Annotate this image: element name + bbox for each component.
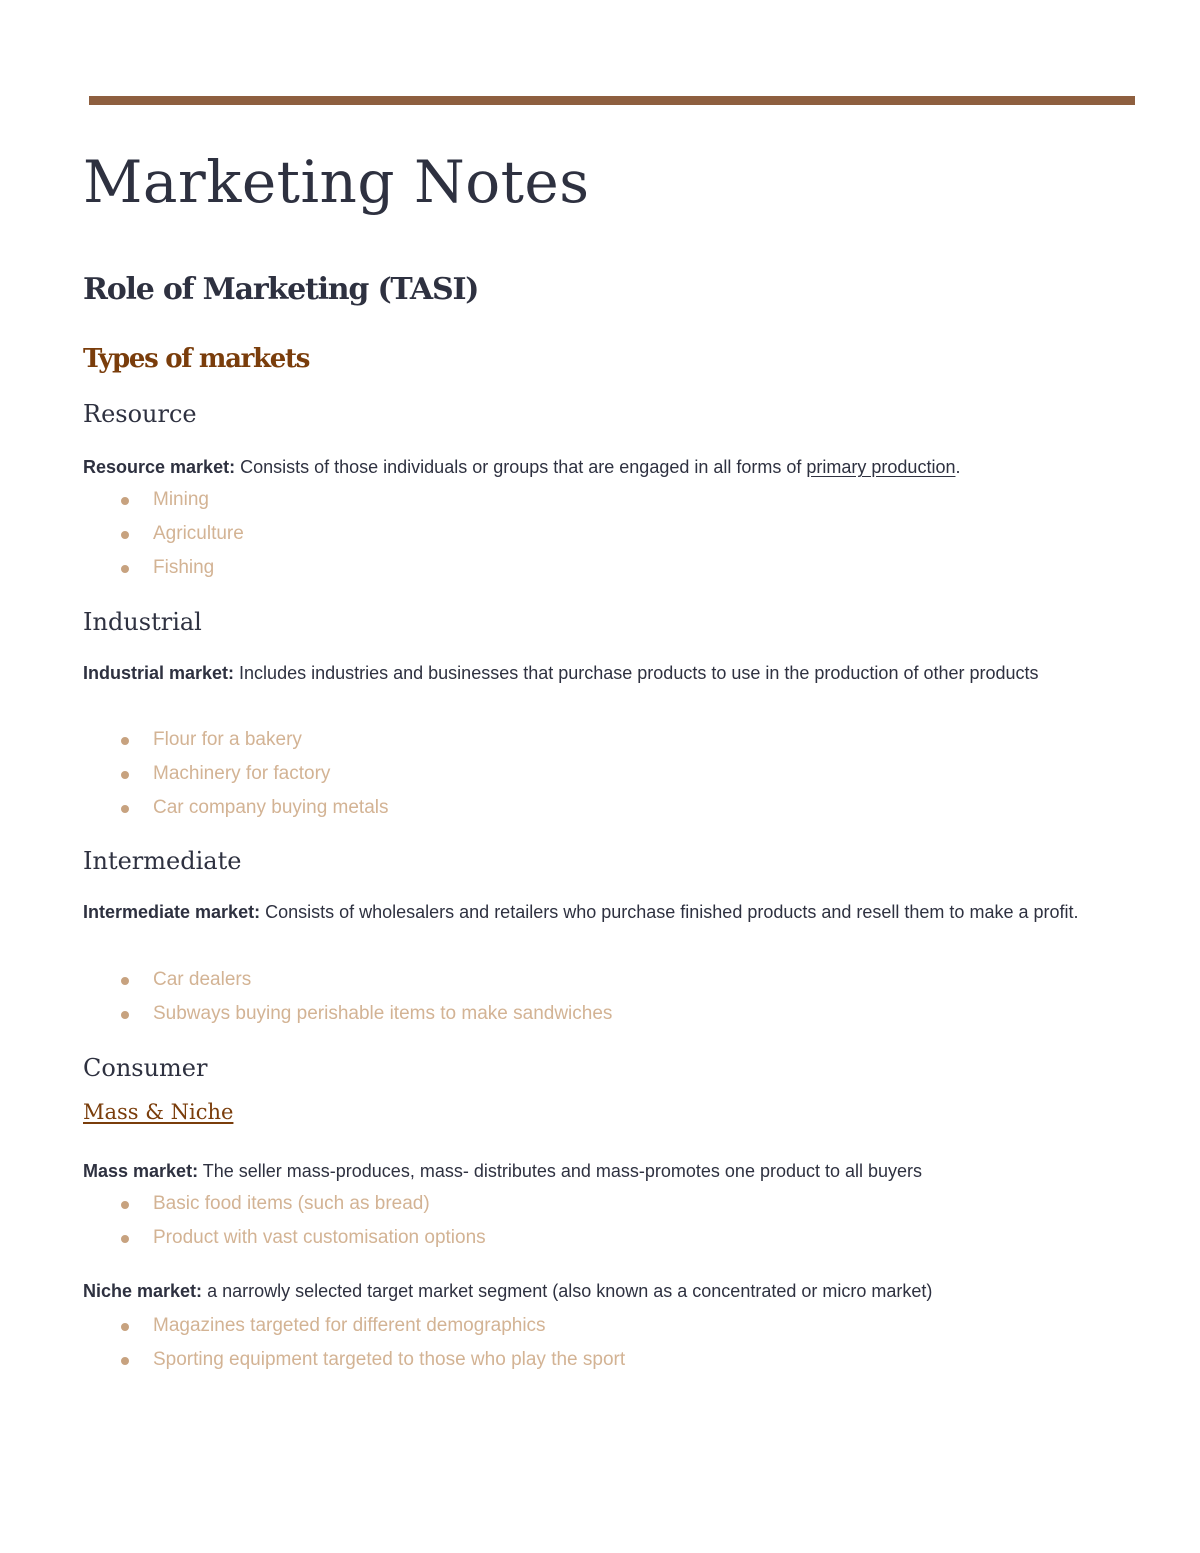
list-item: Car dealers [120,963,612,997]
bullet-icon [121,1011,129,1019]
list-item: Subways buying perishable items to make sandwiches [120,997,612,1031]
bullet-icon [121,1235,129,1243]
resource-list [120,483,244,585]
heading-types-of-markets: Types of markets [83,344,310,374]
primary-production-link[interactable]: primary production [806,457,956,477]
list-item: Sporting equipment targeted to those who play the sport [120,1343,625,1377]
list-item: Flour for a bakery [120,723,389,757]
heading-intermediate: Intermediate [83,847,242,875]
industrial-text: Includes industries and businesses that purchase products to use in the production of other products [234,663,1039,683]
bullet-icon [121,1201,129,1209]
list-item: Basic food items (such as bread) [120,1187,486,1221]
bullet-icon [121,977,129,985]
intermediate-definition [83,896,1128,929]
top-divider [89,96,1135,105]
industrial-definition [83,657,1128,690]
heading-industrial: Industrial [83,608,202,636]
resource-end: . [955,457,961,477]
niche-term: Niche market: [83,1281,203,1301]
list-item: Product with vast customisation options [120,1221,486,1255]
list-item: Fishing [120,551,244,585]
mass-definition [83,1155,1128,1188]
niche-list [120,1309,625,1377]
bullet-icon [121,1323,129,1331]
intermediate-text: Consists of wholesalers and retailers who purchase finished products and resell them to make a profit. [260,902,1079,922]
document-title: Marketing Notes [83,148,590,216]
bullet-icon [121,737,129,745]
bullet-icon [121,805,129,813]
heading-consumer: Consumer [83,1054,208,1082]
niche-definition [83,1275,1128,1308]
mass-text: The seller mass-produces, mass- distributes and mass-promotes one product to all buyers [198,1161,923,1181]
list-item: Machinery for factory [120,757,389,791]
heading-mass-niche[interactable]: Mass & Niche [83,1100,234,1124]
resource-definition [83,451,1128,484]
heading-resource: Resource [83,400,197,428]
bullet-icon [121,771,129,779]
niche-text: a narrowly selected target market segment (also known as a concentrated or micro market) [202,1281,933,1301]
bullet-icon [121,565,129,573]
intermediate-term: Intermediate market: [83,902,261,922]
list-item: Magazines targeted for different demographics [120,1309,625,1343]
list-item: Mining [120,483,244,517]
mass-list [120,1187,486,1255]
list-item: Agriculture [120,517,244,551]
bullet-icon [121,497,129,505]
resource-text: Consists of those individuals or groups that are engaged in all forms of [235,457,807,477]
industrial-term: Industrial market: [83,663,235,683]
bullet-icon [121,1357,129,1365]
mass-term: Mass market: [83,1161,199,1181]
industrial-list [120,723,389,825]
resource-term: Resource market: [83,457,236,477]
heading-role-of-marketing: Role of Marketing (TASI) [83,272,479,307]
list-item: Car company buying metals [120,791,389,825]
bullet-icon [121,531,129,539]
intermediate-list [120,963,612,1031]
